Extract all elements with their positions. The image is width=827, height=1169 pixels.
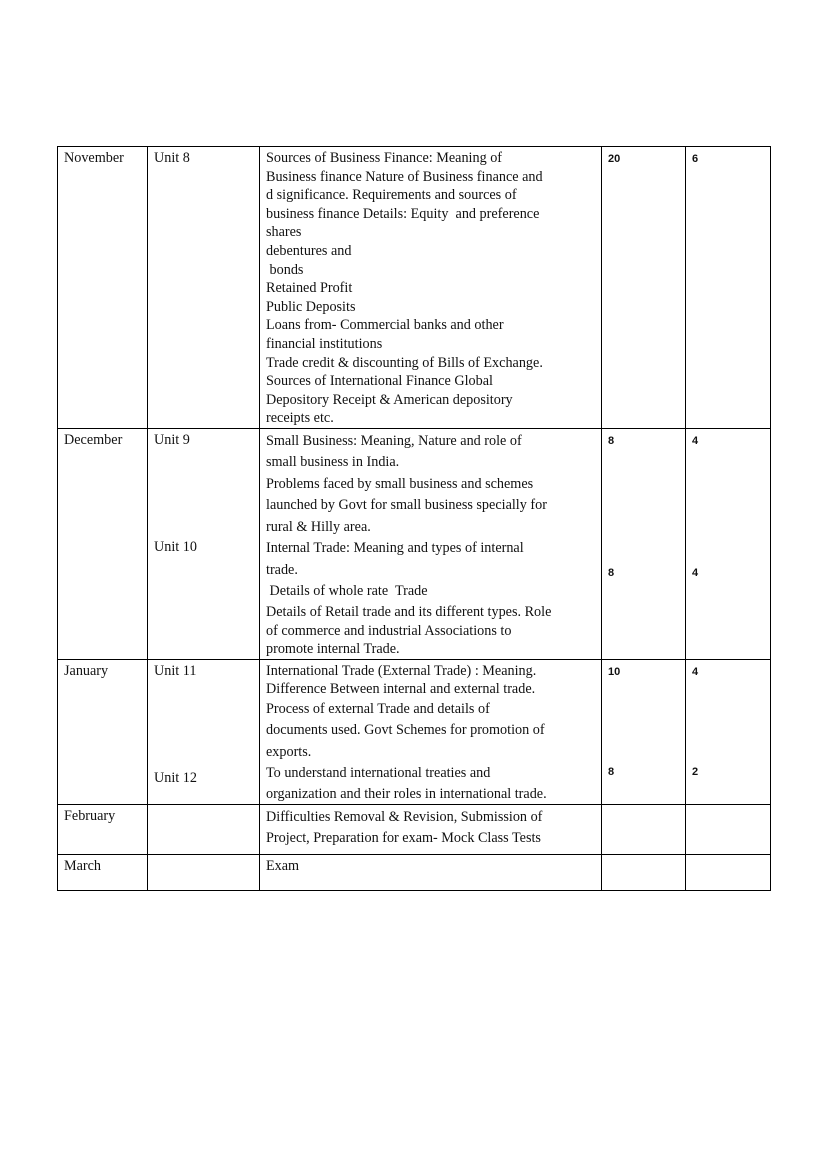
content-line: launched by Govt for small business specially for [266,497,547,514]
value-label: 4 [692,665,699,678]
content-line: promote internal Trade. [266,641,400,658]
content-line: exports. [266,743,312,760]
unit-cell [148,428,260,659]
content-cell [260,804,602,854]
unit-cell: Unit 8 [148,147,260,429]
content-line: business finance Details: Equity and preference [266,205,540,222]
content-line: shares [266,224,302,241]
value-cell: 6 [686,147,771,429]
value-cell [686,428,771,659]
value-label: 8 [608,434,615,447]
content-line: International Trade (External Trade) : Meaning. [266,662,537,679]
content-line: Details of whole rate Trade [266,583,428,600]
content-line: bonds [266,261,304,278]
unit-label: Unit 12 [154,769,197,786]
value-label: 4 [692,434,699,447]
unit-cell [148,854,260,890]
table-row [58,659,771,804]
content-line: Difference Between internal and external trade. [266,681,536,698]
content-line: Loans from- Commercial banks and other [266,317,504,334]
unit-label: Unit 9 [154,431,190,448]
table-row [58,854,771,890]
content-line: receipts etc. [266,410,334,427]
content-line: of commerce and industrial Associations to [266,622,512,639]
content-line: d significance. Requirements and sources of [266,187,517,204]
content-cell [260,659,602,804]
content-cell [260,428,602,659]
content-line: Internal Trade: Meaning and types of internal [266,540,524,557]
content-line: trade. [266,561,298,578]
content-line: Sources of Business Finance: Meaning of [266,150,503,166]
value-cell [686,804,771,854]
value-label: 10 [608,665,621,678]
content-line: Public Deposits [266,298,356,315]
value-cell [602,659,686,804]
unit-label: Unit 10 [154,538,197,555]
value-cell [686,659,771,804]
content-line: Sources of International Finance Global [266,373,493,390]
syllabus-table [57,146,771,891]
value-cell [602,804,686,854]
content-line: To understand international treaties and [266,765,491,782]
month-cell: December [58,428,148,659]
value-cell [686,854,771,890]
content-line: Difficulties Removal & Revision, Submission of [266,808,543,825]
content-cell [260,854,602,890]
content-line: Trade credit & discounting of Bills of Exchange. [266,354,543,371]
value-label: 2 [692,765,699,778]
content-line: debentures and [266,242,352,259]
content-line: Project, Preparation for exam- Mock Class Tests [266,830,541,847]
table-row [58,804,771,854]
content-line: small business in India. [266,454,400,471]
month-cell: February [58,804,148,854]
value-cell [602,428,686,659]
value-cell: 20 [602,147,686,429]
content-line: Problems faced by small business and schemes [266,475,534,492]
content-line: organization and their roles in international trade. [266,785,547,802]
value-label: 8 [608,765,615,778]
value-label: 4 [692,566,699,579]
content-line: rural & Hilly area. [266,518,371,535]
content-line: Business finance Nature of Business finance and [266,168,543,185]
content-line: Small Business: Meaning, Nature and role of [266,432,522,449]
content-line: Process of external Trade and details of [266,700,490,717]
unit-label: Unit 11 [154,662,197,679]
month-cell: March [58,854,148,890]
table-row [58,147,771,429]
value-label: 8 [608,566,615,579]
content-line: financial institutions [266,335,383,352]
content-line: Depository Receipt & American depository [266,391,513,408]
content-line: Retained Profit [266,280,353,297]
value-cell [602,854,686,890]
content-cell [260,147,602,429]
month-cell: January [58,659,148,804]
content-line: Exam [266,857,300,874]
month-cell: November [58,147,148,429]
content-line: documents used. Govt Schemes for promotion of [266,722,545,739]
unit-cell [148,804,260,854]
table-row [58,428,771,659]
content-line: Details of Retail trade and its different types. Role [266,603,552,620]
unit-cell [148,659,260,804]
